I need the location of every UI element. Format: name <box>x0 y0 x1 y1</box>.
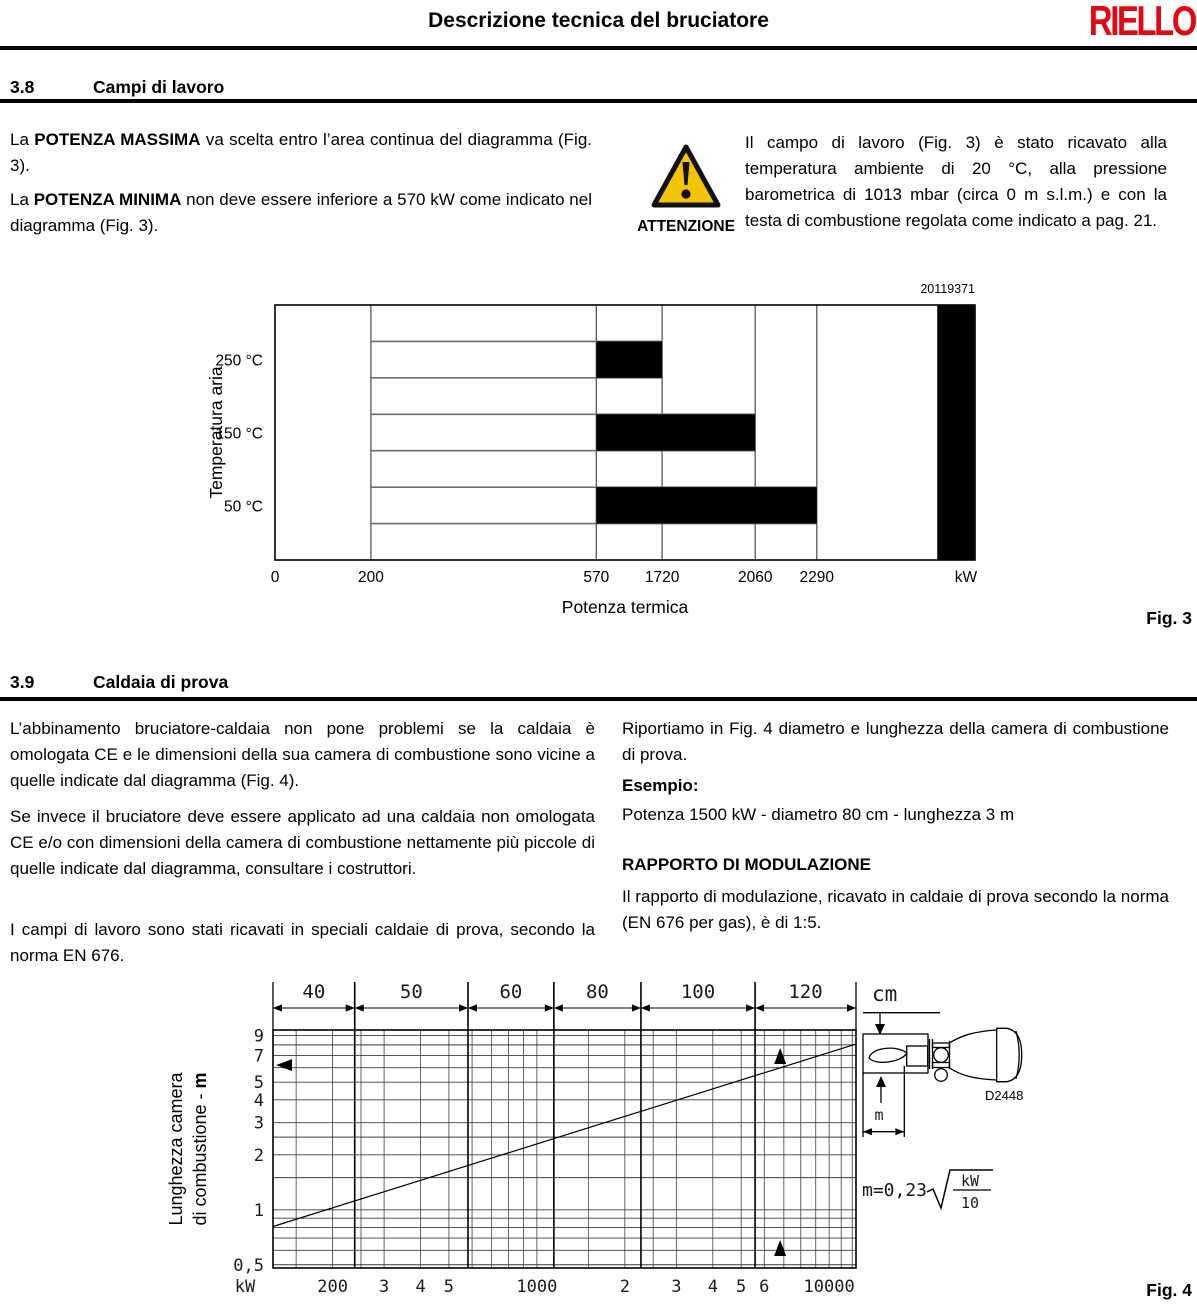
para-se-invece: Se invece il bruciatore deve essere applicato ad una caldaia non omologata CE e/o con dimensioni della camera di combustione nettamente più piccole di quelle indicate dal diagramma, consultare i costruttori. <box>10 807 595 878</box>
fig4-x-tick-label: 2 <box>619 1277 630 1297</box>
fig4-y-tick-label: 5 <box>253 1073 264 1094</box>
para-potenza-massima <box>10 127 592 179</box>
fig4-x-tick-label: 4 <box>415 1277 426 1297</box>
fig3-y-tick-label: 250 °C <box>215 352 263 370</box>
para-lead: La <box>10 190 34 209</box>
fig4-formula-line <box>273 1044 856 1226</box>
fig4-cm-label: 60 <box>499 981 523 1003</box>
fig4-cm-label: 80 <box>585 981 609 1003</box>
para-campi-lavoro: I campi di lavoro sono stati ricavati in speciali caldaie di prova, secondo la norma EN 676. <box>10 920 595 965</box>
page-title: Descrizione tecnica del bruciatore <box>428 9 769 32</box>
para-bold: POTENZA MINIMA <box>33 190 182 209</box>
esempio-text: Potenza 1500 kW - diametro 80 cm - lunghezza 3 m <box>622 805 1015 824</box>
fig4-formula-denominator: 10 <box>960 1194 980 1212</box>
fig4-x-tick-label: 4 <box>707 1277 718 1297</box>
fig4-x-unit: kW <box>234 1277 256 1297</box>
fig3-working-range-chart <box>150 283 1197 628</box>
fig4-y-tick-label: 9 <box>253 1026 264 1047</box>
riello-logo: RIELLO <box>1088 0 1195 44</box>
para-rest: va scelta entro l’area continua del diagramma (Fig. 3). <box>10 130 593 175</box>
section-38-title: Campi di lavoro <box>93 77 225 97</box>
section-39-rule <box>0 697 1197 701</box>
fig4-drawing-code: D2448 <box>985 1088 1024 1103</box>
para-potenza-minima <box>10 187 592 239</box>
esempio-label: Esempio: <box>622 776 699 795</box>
fig4-up-arrow <box>774 1240 786 1256</box>
para-lead: La <box>10 130 35 149</box>
section-39-title: Caldaia di prova <box>93 672 229 692</box>
warning-text: Il campo di lavoro (Fig. 3) è stato ricavato alla temperatura ambiente di 20 °C, alla pressione barometrica di 1013 mbar (circa 0 m s.l.m.) e con la testa di combustione regolata come indicato a pag. 21. <box>745 133 1167 230</box>
para-riportiamo: Riportiamo in Fig. 4 diametro e lunghezza della camera di combustione di prova. <box>622 719 1169 764</box>
fig4-combustion-chamber-chart <box>150 968 1197 1305</box>
fig4-y-tick-label: 0,5 <box>233 1255 264 1276</box>
fig4-x-tick-label: 6 <box>759 1277 770 1297</box>
fig3-y-tick-label: 50 °C <box>224 498 263 516</box>
fig4-y-tick-label: 2 <box>253 1145 264 1166</box>
fig4-x-tick-label: 3 <box>671 1277 682 1297</box>
fig4-x-tick-label: 200 <box>317 1277 349 1297</box>
fig3-right-black-column <box>937 305 975 560</box>
fig3-x-unit: kW <box>954 569 978 586</box>
warning-triangle-icon <box>649 142 723 212</box>
header-rule <box>0 46 1197 50</box>
para-rapporto: Il rapporto di modulazione, ricavato in caldaie di prova secondo la norma (EN 676 per gas), è di 1:5. <box>622 887 1169 932</box>
fig4-cm-unit: cm <box>872 982 898 1006</box>
fig3-caption: Fig. 3 <box>1146 608 1192 628</box>
fig4-cm-label: 100 <box>680 981 716 1003</box>
fig4-formula-numerator: kW <box>960 1172 980 1190</box>
fig3-x-tick-label: 1720 <box>644 569 680 586</box>
fig4-formula <box>862 1170 993 1212</box>
fig4-plot <box>166 981 1023 1297</box>
warning-label: ATTENZIONE <box>637 218 735 235</box>
fig3-black-bar <box>596 341 662 377</box>
section-38-rule <box>0 99 1197 103</box>
fig3-black-bar <box>596 487 817 523</box>
fig4-ylabel-line2: di combustione - m <box>190 1072 210 1226</box>
para-bold: POTENZA MASSIMA <box>34 130 201 149</box>
fig4-y-tick-label: 7 <box>253 1046 264 1067</box>
fig4-y-tick-label: 4 <box>253 1090 264 1111</box>
fig4-burner-drawing <box>863 1013 1023 1137</box>
fig3-plot <box>206 283 978 617</box>
rapporto-heading: RAPPORTO DI MODULAZIONE <box>622 855 872 874</box>
fig4-up-arrow <box>774 1048 786 1064</box>
fig4-m-label: m <box>874 1106 884 1124</box>
fig4-x-tick-label: 1000 <box>516 1277 558 1297</box>
fig4-y-tick-label: 1 <box>253 1200 264 1221</box>
fig4-ylabel-line1: Lunghezza camera <box>166 1072 186 1226</box>
fig3-x-tick-label: 0 <box>270 569 280 586</box>
fig3-x-tick-label: 200 <box>357 569 384 586</box>
section-38-number: 3.8 <box>10 77 35 97</box>
fig4-caption: Fig. 4 <box>1146 1280 1192 1300</box>
fig4-cm-label: 50 <box>399 981 423 1003</box>
fig3-x-tick-label: 570 <box>583 569 610 586</box>
fig4-y-tick-label: 3 <box>253 1113 264 1134</box>
fig4-x-tick-label: 3 <box>378 1277 390 1297</box>
fig3-black-bar <box>596 414 755 450</box>
fig4-cm-label: 120 <box>788 981 823 1003</box>
fig3-x-tick-label: 2290 <box>799 569 835 586</box>
section-39-number: 3.9 <box>10 672 35 692</box>
fig3-y-tick-label: 150 °C <box>215 425 263 443</box>
fig4-x-tick-label: 5 <box>736 1277 747 1297</box>
fig4-cm-label: 40 <box>302 981 326 1003</box>
fig3-ylabel: Temperatura aria <box>206 366 226 499</box>
fig4-left-arrow <box>276 1059 292 1071</box>
para-abbinamento: L’abbinamento bruciatore-caldaia non pone problemi se la caldaia è omologata CE e le dimensioni della sua camera di combustione sono vicine a quelle indicate dal diagramma (Fig. 4). <box>10 719 595 790</box>
fig4-x-tick-label: 10000 <box>803 1277 855 1297</box>
fig4-formula-lhs: m=0,23 <box>862 1180 928 1201</box>
fig3-code: 20119371 <box>920 283 975 296</box>
fig4-x-tick-label: 5 <box>443 1277 455 1297</box>
fig3-xlabel: Potenza termica <box>561 597 689 617</box>
fig3-x-tick-label: 2060 <box>737 569 773 586</box>
para-rest: non deve essere inferiore a 570 kW come indicato nel diagramma (Fig. 3). <box>10 190 592 235</box>
